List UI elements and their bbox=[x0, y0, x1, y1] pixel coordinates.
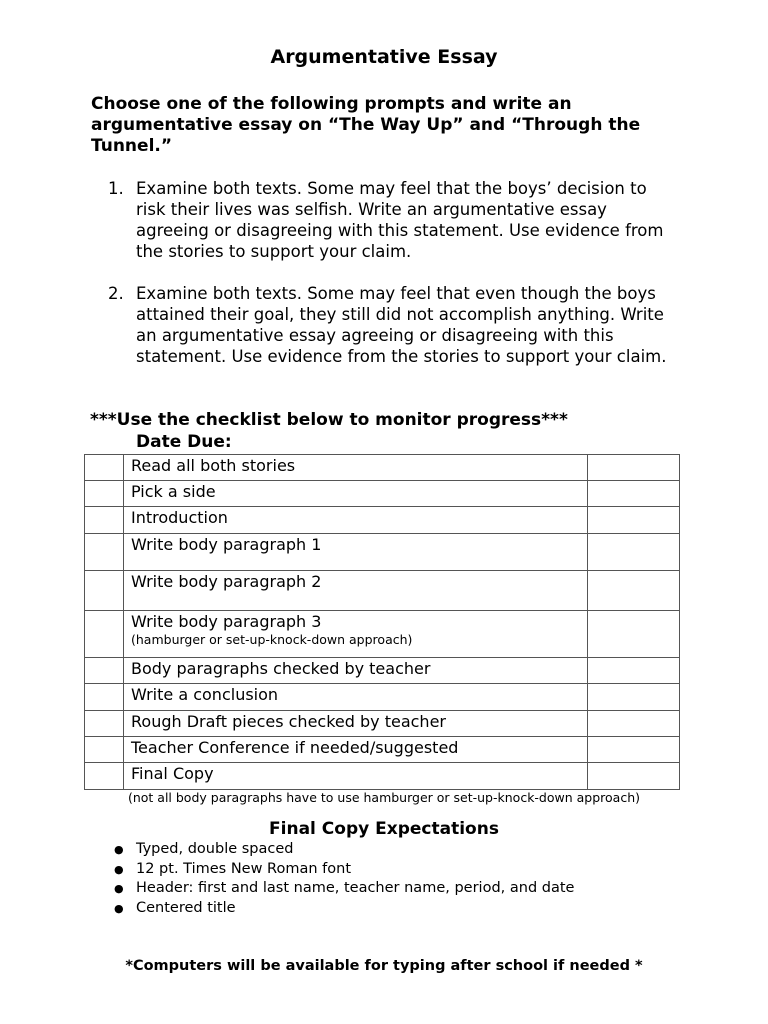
bullet-icon: ● bbox=[114, 901, 124, 915]
prompt-number: 2. bbox=[108, 284, 124, 303]
task-label: Body paragraphs checked by teacher bbox=[124, 658, 588, 684]
checkbox-cell[interactable] bbox=[85, 571, 124, 611]
prompt-text: Examine both texts. Some may feel that even though the boys attained their goal, they still did not accomplish anything. Write an argumentative essay agreeing or disagreeing with this statement. Use evidence from the stories to support your claim. bbox=[136, 284, 667, 366]
checkbox-cell[interactable] bbox=[85, 611, 124, 658]
date-cell[interactable] bbox=[588, 611, 680, 658]
table-row bbox=[85, 711, 680, 737]
task-label: Write body paragraph 1 bbox=[124, 534, 588, 571]
table-row bbox=[85, 658, 680, 684]
intro-instructions: Choose one of the following prompts and write an argumentative essay on “The Way Up” and “Through the Tunnel.” bbox=[91, 94, 641, 156]
prompt-item bbox=[108, 178, 668, 262]
checkbox-cell[interactable] bbox=[85, 455, 124, 481]
checkbox-cell[interactable] bbox=[85, 507, 124, 534]
task-label: Write body paragraph 3 bbox=[131, 612, 322, 631]
checklist-heading: ***Use the checklist below to monitor progress*** bbox=[90, 410, 568, 430]
table-row bbox=[85, 684, 680, 711]
checkbox-cell[interactable] bbox=[85, 658, 124, 684]
footnote-text: (not all body paragraphs have to use hamburger or set-up-knock-down approach) bbox=[127, 790, 641, 805]
checkbox-cell[interactable] bbox=[85, 534, 124, 571]
date-cell[interactable] bbox=[588, 455, 680, 481]
table-row bbox=[85, 455, 680, 481]
prompt-item bbox=[108, 283, 668, 367]
checkbox-cell[interactable] bbox=[85, 684, 124, 711]
computers-note: *Computers will be available for typing after school if needed * bbox=[125, 958, 643, 974]
date-cell[interactable] bbox=[588, 534, 680, 571]
task-label: Write a conclusion bbox=[124, 684, 588, 711]
list-item bbox=[114, 840, 674, 860]
date-cell[interactable] bbox=[588, 737, 680, 763]
table-row bbox=[85, 611, 680, 658]
list-item bbox=[114, 899, 674, 919]
task-label: Final Copy bbox=[124, 763, 588, 790]
expectations-list bbox=[114, 840, 674, 918]
task-label: Pick a side bbox=[124, 481, 588, 507]
expectations-title: Final Copy Expectations bbox=[269, 819, 499, 839]
bullet-icon: ● bbox=[114, 882, 124, 895]
table-row bbox=[85, 534, 680, 571]
list-item-text: Header: first and last name, teacher name, period, and date bbox=[136, 880, 575, 896]
date-cell[interactable] bbox=[588, 507, 680, 534]
date-cell[interactable] bbox=[588, 763, 680, 790]
checkbox-cell[interactable] bbox=[85, 763, 124, 790]
task-label: Introduction bbox=[124, 507, 588, 534]
list-item bbox=[114, 879, 674, 899]
bullet-icon: ● bbox=[114, 862, 124, 876]
task-sublabel: (hamburger or set-up-knock-down approach) bbox=[131, 632, 413, 647]
date-cell[interactable] bbox=[588, 658, 680, 684]
checkbox-cell[interactable] bbox=[85, 481, 124, 507]
prompt-text: Examine both texts. Some may feel that the boys’ decision to risk their lives was selfish. Write an argumentative essay agreeing or disagreeing with this statement. Use evidence from the stories to support your claim. bbox=[136, 179, 664, 261]
task-label: Read all both stories bbox=[124, 455, 588, 481]
table-row bbox=[85, 763, 680, 790]
table-row bbox=[85, 507, 680, 534]
list-item bbox=[114, 860, 674, 880]
prompt-number: 1. bbox=[108, 179, 124, 198]
task-label-cell bbox=[124, 611, 588, 658]
list-item-text: Typed, double spaced bbox=[136, 841, 294, 857]
prompt-list bbox=[108, 178, 668, 388]
checklist-footnote bbox=[0, 790, 768, 805]
progress-checklist-table bbox=[84, 454, 680, 790]
table-row bbox=[85, 481, 680, 507]
date-cell[interactable] bbox=[588, 711, 680, 737]
bullet-icon: ● bbox=[114, 843, 124, 856]
task-label: Rough Draft pieces checked by teacher bbox=[124, 711, 588, 737]
task-label: Teacher Conference if needed/suggested bbox=[124, 737, 588, 763]
document-title: Argumentative Essay bbox=[270, 46, 498, 68]
table-row bbox=[85, 737, 680, 763]
checkbox-cell[interactable] bbox=[85, 711, 124, 737]
list-item-text: 12 pt. Times New Roman font bbox=[136, 860, 352, 877]
table-row bbox=[85, 571, 680, 611]
date-cell[interactable] bbox=[588, 481, 680, 507]
checkbox-cell[interactable] bbox=[85, 737, 124, 763]
list-item-text: Centered title bbox=[136, 899, 236, 916]
date-cell[interactable] bbox=[588, 684, 680, 711]
date-due-label: Date Due: bbox=[136, 432, 232, 452]
task-label: Write body paragraph 2 bbox=[124, 571, 588, 611]
date-cell[interactable] bbox=[588, 571, 680, 611]
